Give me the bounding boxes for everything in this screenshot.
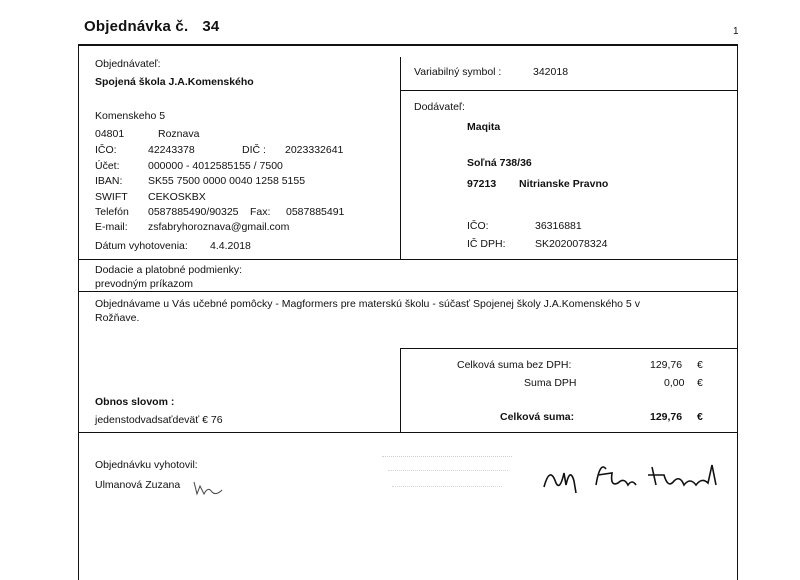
supplier-icdph-label: IČ DPH:: [467, 238, 506, 250]
description-line-2: Rožňave.: [95, 312, 140, 324]
initials-scribble: [192, 478, 226, 500]
supplier-icdph: SK2020078324: [535, 238, 608, 250]
supplier-ico-label: IČO:: [467, 220, 489, 232]
supplier-street: Soľná 738/36: [467, 157, 532, 169]
orderer-dic-label: DIČ :: [242, 144, 266, 156]
supplier-ico: 36316881: [535, 220, 582, 232]
grand-total-label: Celková suma:: [500, 411, 575, 423]
orderer-phone: 0587885490/90325: [148, 206, 239, 218]
delivery-label: Dodacie a platobné podmienky:: [95, 264, 243, 276]
orderer-account: 000000 - 4012585155 / 7500: [148, 160, 283, 172]
net-total-label: Celková suma bez DPH:: [457, 359, 572, 371]
date-divider: [78, 259, 737, 260]
issue-date-label: Dátum vyhotovenia:: [95, 240, 188, 252]
title-label: Objednávka č.: [84, 18, 189, 35]
vat-value: 0,00: [664, 377, 685, 389]
vat-currency: €: [697, 377, 703, 389]
variable-symbol-label: Variabilný symbol :: [414, 66, 502, 78]
left-border: [78, 44, 79, 580]
right-border: [737, 44, 738, 580]
order-number: 34: [202, 18, 220, 35]
signature: [540, 455, 725, 497]
top-rule: [78, 44, 738, 46]
orderer-fax: 0587885491: [286, 206, 345, 218]
description-line-1: Objednávame u Vás učebné pomôcky - Magformers pre materskú školu - súčasť Spojenej školy J.A.Komenského 5 v: [95, 298, 640, 310]
in-words-value: jedenstodvadsaťdeväť € 76: [95, 414, 223, 426]
supplier-name: Maqita: [467, 121, 501, 133]
orderer-dic: 2023332641: [285, 144, 344, 156]
orderer-swift: CEKOSKBX: [148, 191, 206, 203]
orderer-street: Komenskeho 5: [95, 110, 166, 122]
page-number: 1: [733, 26, 739, 37]
orderer-ico-label: IČO:: [95, 144, 117, 156]
orderer-iban: SK55 7500 0000 0040 1258 5155: [148, 175, 306, 187]
grand-total-value: 129,76: [650, 411, 683, 423]
orderer-name: Spojená škola J.A.Komenského: [95, 76, 254, 88]
orderer-zip: 04801: [95, 128, 125, 140]
column-divider: [400, 57, 401, 259]
issued-by-label: Objednávku vyhotovil:: [95, 459, 198, 471]
orderer-email-label: E-mail:: [95, 221, 128, 233]
vat-label: Suma DPH: [524, 377, 577, 389]
delivery-value: prevodným príkazom: [95, 278, 194, 290]
faded-stamp: [382, 452, 522, 504]
orderer-email: zsfabryhoroznava@gmail.com: [148, 221, 290, 233]
supplier-label: Dodávateľ:: [414, 101, 465, 113]
net-total-currency: €: [697, 359, 703, 371]
supplier-zip: 97213: [467, 178, 497, 190]
net-total-value: 129,76: [650, 359, 683, 371]
variable-symbol-value: 342018: [533, 66, 569, 78]
orderer-iban-label: IBAN:: [95, 175, 123, 187]
orderer-phone-label: Telefón: [95, 206, 129, 218]
issued-by-name: Ulmanová Zuzana: [95, 479, 181, 491]
in-words-label: Obnos slovom :: [95, 396, 175, 408]
delivery-divider: [78, 291, 737, 292]
orderer-fax-label: Fax:: [250, 206, 271, 218]
orderer-ico: 42243378: [148, 144, 195, 156]
grand-total-currency: €: [697, 411, 703, 423]
supplier-city: Nitrianske Pravno: [519, 178, 609, 190]
orderer-label: Objednávateľ:: [95, 58, 161, 70]
variable-symbol-divider: [400, 90, 737, 91]
document-title: [84, 18, 219, 35]
orderer-swift-label: SWIFT: [95, 191, 128, 203]
issue-date-value: 4.4.2018: [210, 240, 251, 252]
orderer-account-label: Účet:: [95, 160, 120, 172]
orderer-city: Roznava: [158, 128, 200, 140]
